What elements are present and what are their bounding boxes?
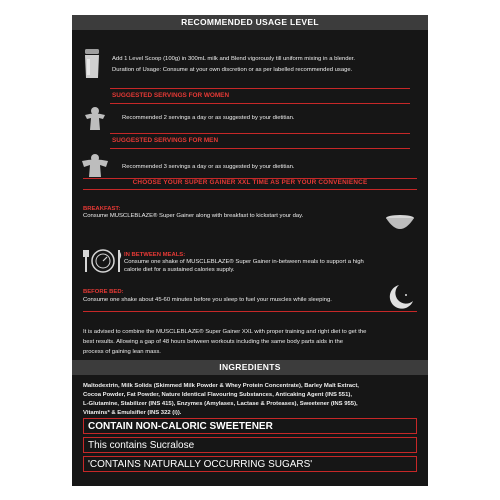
shaker-bottle-icon: [83, 49, 101, 84]
timing-title: CHOOSE YOUR SUPER GAINER XXL TIME AS PER YOUR CONVENIENCE: [132, 179, 368, 186]
before-bed-text: Consume one shake about 45-60 minutes before you sleep to fuel your muscles while sleeping.: [83, 297, 332, 303]
ingredients-line-3: L-Glutamine, Stabilizer (INS 415), Enzymes (Amylases, Lactase & Proteases), Sweetener (INS 955),: [83, 401, 358, 407]
usage-dose-text: Add 1 Level Scoop (100g) in 300mL milk and Blend vigorously till uniform mixing in a blender.: [112, 56, 356, 62]
before-bed-label: BEFORE BED:: [83, 289, 124, 295]
divider: [110, 148, 410, 149]
advice-text-line-3: process of gaining lean mass.: [83, 349, 161, 355]
plate-cutlery-icon: [83, 248, 123, 279]
ingredients-title: INGREDIENTS: [72, 360, 428, 375]
divider: [110, 133, 410, 134]
ingredients-line-4: Vitamins* & Emulsifier (INS 322 (i)).: [83, 410, 182, 416]
advice-text-line-2: best results. Allowing a gap of 48 hours between workouts including the same body parts aids in the: [83, 339, 343, 345]
bowl-icon: [385, 214, 415, 237]
natural-sugars-notice: 'CONTAINS NATURALLY OCCURRING SUGARS': [83, 456, 417, 472]
divider: [110, 88, 410, 89]
ingredients-line-2: Cocoa Powder, Fat Powder, Nature Identical Flavouring Substances, Anticaking Agent (INS 551),: [83, 392, 352, 398]
breakfast-text: Consume MUSCLEBLAZE® Super Gainer along with breakfast to kickstart your day.: [83, 213, 304, 219]
usage-title: RECOMMENDED USAGE LEVEL: [72, 15, 428, 30]
women-servings-text: Recommended 2 servings a day or as suggested by your dietitian.: [122, 115, 295, 121]
usage-duration-text: Duration of Usage: Consume at your own discretion or as per labelled recommended usage.: [112, 67, 353, 73]
divider: [83, 311, 417, 312]
product-label-panel: [72, 15, 428, 486]
advice-text-line-1: It is advised to combine the MUSCLEBLAZE® Super Gainer XXL with proper training and right diet to get the: [83, 329, 367, 335]
in-between-meals-text-1: Consume one shake of MUSCLEBLAZE® Super Gainer in-between meals to support a high: [124, 259, 364, 265]
female-figure-icon: [82, 106, 108, 135]
divider: [83, 189, 417, 190]
women-servings-title: SUGGESTED SERVINGS FOR WOMEN: [112, 92, 230, 99]
men-servings-title: SUGGESTED SERVINGS FOR MEN: [112, 137, 219, 144]
men-servings-text: Recommended 3 servings a day or as suggested by your dietitian.: [122, 164, 295, 170]
non-caloric-sweetener-notice: CONTAIN NON-CALORIC SWEETENER: [83, 418, 417, 434]
in-between-meals-text-2: calorie diet for a sustained calories supply.: [124, 267, 235, 273]
breakfast-label: BREAKFAST:: [83, 206, 121, 212]
in-between-meals-label: IN BETWEEN MEALS:: [124, 252, 186, 258]
divider: [110, 103, 410, 104]
ingredients-line-1: Maltodextrin, Milk Solids (Skimmed Milk Powder & Whey Protein Concentrate), Barley Malt Extract,: [83, 383, 359, 389]
sucralose-notice: This contains Sucralose: [83, 437, 417, 453]
